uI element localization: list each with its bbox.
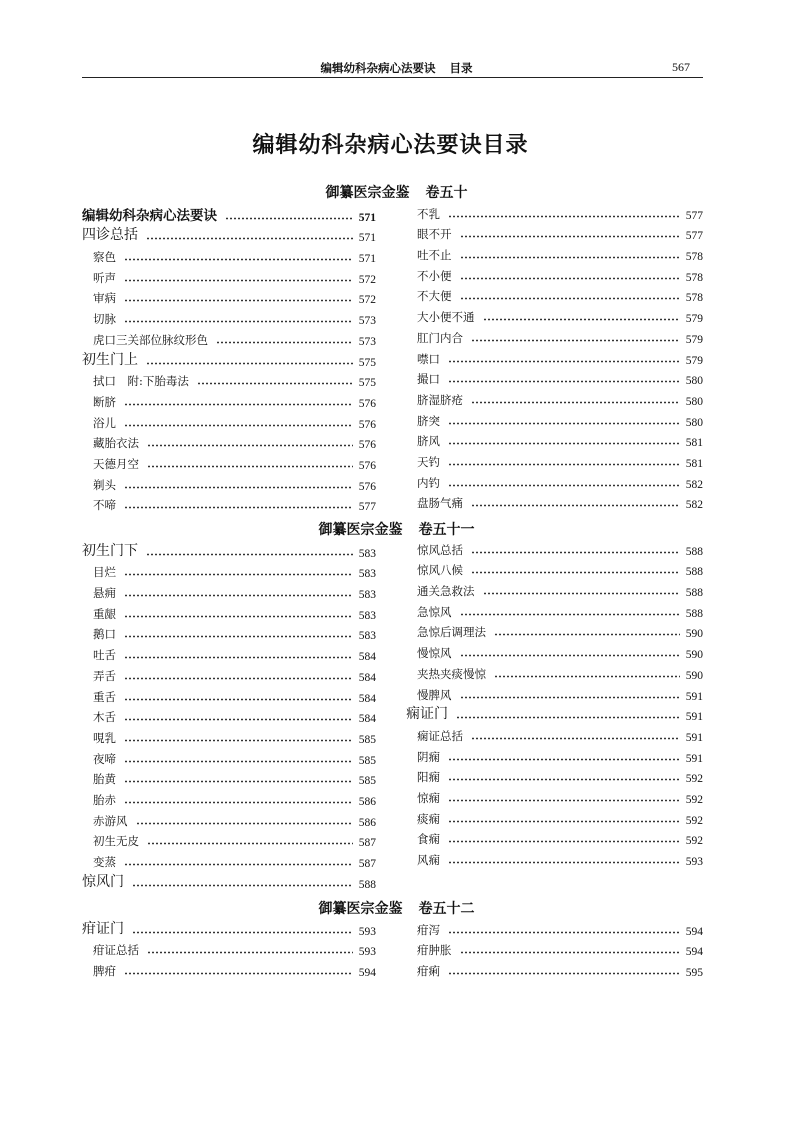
toc-entry[interactable] — [82, 328, 376, 349]
entry-title: 疳肿胀 — [417, 943, 452, 958]
entry-title: 大小便不通 — [417, 310, 475, 325]
entry-page: 584 — [358, 651, 376, 664]
toc-entry[interactable] — [82, 685, 376, 706]
entry-title: 藏胎衣法 — [93, 436, 139, 451]
dot-leader — [124, 424, 353, 427]
toc-entry[interactable] — [406, 538, 703, 559]
entry-title: 弄舌 — [93, 668, 116, 683]
entry-page: 583 — [358, 630, 376, 643]
toc-entry[interactable] — [406, 471, 703, 492]
toc-entry[interactable] — [406, 430, 703, 451]
dot-leader — [124, 403, 353, 406]
entry-page: 588 — [358, 878, 376, 891]
dot-leader — [124, 656, 353, 659]
dot-leader — [147, 444, 353, 447]
toc-entry[interactable] — [82, 540, 376, 561]
entry-title: 盘肠气痛 — [417, 496, 463, 511]
entry-page: 594 — [685, 925, 703, 938]
entry-page: 572 — [358, 294, 376, 307]
entry-page: 590 — [685, 669, 703, 682]
entry-page: 584 — [358, 713, 376, 726]
entry-page: 591 — [685, 711, 703, 724]
dot-leader — [460, 696, 680, 699]
section-heading — [0, 182, 793, 202]
entry-title: 惊风八候 — [417, 563, 463, 578]
toc-entry[interactable] — [82, 245, 376, 266]
toc-entry[interactable] — [82, 768, 376, 789]
dot-leader — [471, 504, 680, 507]
entry-page: 587 — [358, 858, 376, 870]
dot-leader — [494, 633, 680, 636]
entry-title: 浴儿 — [93, 415, 116, 430]
entry-title: 拭口 附:下胎毒法 — [93, 374, 189, 389]
dot-leader — [132, 884, 353, 887]
entry-page: 576 — [358, 397, 376, 410]
section-book: 御纂医宗金鉴 — [325, 185, 410, 201]
dot-leader — [448, 861, 680, 864]
entry-page: 588 — [685, 545, 703, 558]
entry-page: 575 — [358, 377, 376, 390]
running-head-title: 编辑幼科杂病心法要诀 — [320, 61, 436, 75]
entry-title: 痫证门 — [406, 706, 448, 723]
dot-leader — [124, 635, 353, 638]
entry-title: 撮口 — [417, 372, 440, 387]
entry-page: 588 — [685, 566, 703, 579]
dot-leader — [448, 820, 680, 823]
entry-title: 夹热夹痰慢惊 — [417, 666, 486, 681]
entry-title: 变蒸 — [93, 855, 116, 869]
entry-page: 582 — [685, 499, 703, 512]
entry-page: 571 — [358, 253, 376, 266]
entry-title: 不小便 — [417, 268, 452, 283]
entry-page: 584 — [358, 692, 376, 705]
entry-page: 591 — [685, 690, 703, 703]
entry-title: 疳证门 — [82, 920, 124, 937]
toc-entry[interactable] — [406, 223, 703, 244]
dot-leader — [494, 675, 680, 678]
entry-page: 573 — [358, 335, 376, 348]
entry-title: 虎口三关部位脉纹形色 — [93, 332, 208, 347]
dot-leader — [448, 799, 680, 802]
toc-entry[interactable] — [82, 871, 376, 892]
left-column — [82, 918, 376, 980]
toc-entry[interactable] — [82, 473, 376, 494]
dot-leader — [146, 553, 353, 556]
dot-leader — [124, 698, 353, 701]
entry-title: 初生门下 — [82, 542, 138, 559]
toc-entry[interactable] — [406, 766, 703, 787]
dot-leader — [124, 594, 353, 597]
entry-title: 慢脾风 — [417, 687, 452, 702]
toc-entry[interactable] — [82, 809, 376, 830]
toc-entry[interactable] — [406, 450, 703, 471]
entry-title: 不乳 — [417, 206, 440, 221]
entry-page: 578 — [685, 251, 703, 264]
entry-title: 胎黄 — [93, 772, 116, 787]
dot-leader — [147, 951, 353, 954]
entry-page: 585 — [358, 775, 376, 788]
entry-title: 断脐 — [93, 394, 116, 409]
dot-leader — [471, 339, 680, 342]
toc-entry[interactable] — [82, 432, 376, 453]
dot-leader — [146, 237, 353, 240]
right-column — [406, 918, 703, 980]
entry-title: 疳泻 — [417, 922, 440, 937]
page-number: 567 — [672, 60, 690, 74]
entry-page: 579 — [685, 354, 703, 367]
entry-title: 脐风 — [417, 434, 440, 449]
dot-leader — [460, 654, 680, 657]
left-column — [82, 204, 376, 514]
entry-page: 594 — [358, 967, 376, 980]
dot-leader — [448, 484, 680, 487]
toc-entry[interactable] — [406, 202, 703, 223]
entry-page: 576 — [358, 459, 376, 472]
entry-page: 591 — [685, 752, 703, 765]
entry-page: 593 — [358, 925, 376, 938]
dot-leader — [456, 716, 680, 719]
entry-title: 听声 — [93, 270, 116, 285]
entry-page: 580 — [685, 416, 703, 429]
dot-leader — [483, 318, 680, 321]
toc-entry[interactable] — [406, 579, 703, 600]
toc-entry[interactable] — [406, 600, 703, 621]
entry-title: 悬痈 — [93, 586, 116, 601]
entry-title: 胎赤 — [93, 792, 116, 807]
entry-page: 576 — [358, 480, 376, 493]
toc-entry[interactable] — [406, 559, 703, 580]
entry-page: 584 — [358, 671, 376, 684]
toc-entry[interactable] — [82, 494, 376, 515]
toc-entry[interactable] — [82, 918, 376, 939]
entry-page: 590 — [685, 649, 703, 662]
dot-leader — [225, 217, 353, 220]
toc-entry[interactable] — [82, 307, 376, 328]
toc-entry[interactable] — [406, 848, 703, 869]
dot-leader — [471, 737, 680, 740]
entry-page: 582 — [685, 478, 703, 491]
toc-entry[interactable] — [406, 959, 703, 980]
entry-page: 588 — [685, 587, 703, 600]
entry-title: 鹅口 — [93, 627, 116, 642]
dot-leader — [124, 677, 353, 680]
toc-entry[interactable] — [406, 264, 703, 285]
entry-title: 肛门内合 — [417, 330, 463, 345]
entry-page: 592 — [685, 835, 703, 848]
toc-entry[interactable] — [406, 492, 703, 513]
section-volume: 卷五十 — [425, 185, 468, 201]
entry-page: 590 — [685, 628, 703, 641]
toc-entry[interactable] — [82, 411, 376, 432]
dot-leader — [448, 422, 680, 425]
dot-leader — [471, 551, 680, 554]
dot-leader — [448, 380, 680, 383]
toc-entry[interactable] — [82, 830, 376, 851]
toc-entry[interactable] — [406, 745, 703, 766]
entry-page: 571 — [358, 232, 376, 245]
entry-page: 577 — [358, 501, 376, 514]
entry-title: 痰痫 — [417, 811, 440, 826]
dot-leader — [124, 299, 353, 302]
dot-leader — [448, 442, 680, 445]
entry-title: 初生无皮 — [93, 834, 139, 849]
section-heading — [0, 898, 793, 918]
toc-entry[interactable] — [82, 390, 376, 411]
entry-title: 风痫 — [417, 853, 440, 867]
dot-leader — [471, 401, 680, 404]
dot-leader — [448, 215, 680, 218]
entry-title: 内钓 — [417, 475, 440, 490]
entry-title: 脐湿脐疮 — [417, 392, 463, 407]
dot-leader — [448, 931, 680, 934]
toc-entry[interactable] — [82, 643, 376, 664]
dot-leader — [136, 822, 353, 825]
toc-entry[interactable] — [406, 683, 703, 704]
dot-leader — [124, 760, 353, 763]
entry-page: 583 — [358, 589, 376, 602]
toc-entry[interactable] — [406, 243, 703, 264]
right-column — [406, 538, 703, 869]
section-volume: 卷五十一 — [418, 522, 475, 538]
entry-title: 痫证总括 — [417, 728, 463, 743]
entry-page: 583 — [358, 547, 376, 560]
entry-title: 赤游风 — [93, 813, 128, 828]
toc-entry[interactable] — [82, 287, 376, 308]
dot-leader — [147, 465, 353, 468]
entry-title: 疳痢 — [417, 964, 440, 979]
entry-title: 疳证总括 — [93, 943, 139, 958]
toc-entry[interactable] — [82, 959, 376, 980]
entry-page: 585 — [358, 733, 376, 746]
entry-page: 579 — [685, 333, 703, 346]
dot-leader — [460, 951, 680, 954]
toc-entry[interactable] — [82, 939, 376, 960]
toc-entry[interactable] — [406, 704, 703, 725]
entry-page: 595 — [685, 967, 703, 980]
toc-entry[interactable] — [406, 939, 703, 960]
entry-page: 577 — [685, 230, 703, 243]
toc-entry[interactable] — [406, 368, 703, 389]
entry-page: 575 — [358, 356, 376, 369]
left-column — [82, 540, 376, 892]
entry-title: 阳痫 — [417, 770, 440, 785]
entry-page: 588 — [685, 607, 703, 620]
entry-title: 编辑幼科杂病心法要诀 — [82, 207, 217, 224]
entry-page: 593 — [358, 946, 376, 959]
entry-page: 580 — [685, 375, 703, 388]
entry-page: 578 — [685, 271, 703, 284]
toc-entry[interactable] — [406, 724, 703, 745]
dot-leader — [448, 972, 680, 975]
entry-title: 噤口 — [417, 351, 440, 366]
entry-page: 591 — [685, 731, 703, 744]
toc-entry[interactable] — [82, 788, 376, 809]
entry-title: 慢惊风 — [417, 646, 452, 661]
toc-entry[interactable] — [82, 266, 376, 287]
entry-title: 脾疳 — [93, 964, 116, 979]
section-book: 御纂医宗金鉴 — [318, 901, 403, 917]
dot-leader — [448, 840, 680, 843]
entry-title: 惊痫 — [417, 790, 440, 805]
dot-leader — [132, 931, 353, 934]
toc-entry[interactable] — [82, 370, 376, 391]
dot-leader — [124, 739, 353, 742]
entry-page: 594 — [685, 946, 703, 959]
dot-leader — [124, 279, 353, 282]
entry-title: 吐舌 — [93, 648, 116, 663]
entry-page: 592 — [685, 793, 703, 806]
dot-leader — [124, 972, 353, 975]
section-heading — [0, 519, 793, 539]
entry-page: 593 — [685, 856, 703, 868]
entry-title: 四诊总括 — [82, 227, 138, 244]
page-title: 编辑幼科杂病心法要诀目录 — [252, 133, 529, 158]
toc-entry[interactable] — [82, 581, 376, 602]
entry-title: 天钓 — [417, 454, 440, 469]
toc-entry[interactable] — [406, 305, 703, 326]
dot-leader — [197, 382, 353, 385]
entry-page: 579 — [685, 313, 703, 326]
section-volume: 卷五十二 — [418, 901, 475, 917]
toc-entry[interactable] — [406, 285, 703, 306]
entry-page: 586 — [358, 795, 376, 808]
toc-entry[interactable] — [82, 623, 376, 644]
entry-title: 吐不止 — [417, 248, 452, 263]
entry-title: 切脉 — [93, 312, 116, 327]
entry-page: 586 — [358, 816, 376, 829]
entry-title: 夜啼 — [93, 751, 116, 766]
right-column — [406, 202, 703, 512]
dot-leader — [460, 613, 680, 616]
toc-entry[interactable] — [406, 621, 703, 642]
entry-title: 惊风总括 — [417, 542, 463, 557]
entry-page: 583 — [358, 568, 376, 581]
entry-title: 重舌 — [93, 689, 116, 704]
toc-entry[interactable] — [406, 347, 703, 368]
entry-page: 573 — [358, 315, 376, 328]
entry-page: 581 — [685, 457, 703, 470]
dot-leader — [448, 360, 680, 363]
dot-leader — [147, 842, 353, 845]
dot-leader — [460, 297, 680, 300]
entry-page: 571 — [358, 211, 376, 224]
dot-leader — [448, 778, 680, 781]
toc-entry[interactable] — [82, 225, 376, 246]
entry-page: 592 — [685, 773, 703, 786]
dot-leader — [124, 506, 353, 509]
entry-title: 木舌 — [93, 710, 116, 725]
toc-entry[interactable] — [82, 664, 376, 685]
dot-leader — [124, 258, 353, 261]
entry-page: 587 — [358, 837, 376, 850]
entry-page: 580 — [685, 395, 703, 408]
dot-leader — [124, 486, 353, 489]
toc-entry[interactable] — [406, 326, 703, 347]
dot-leader — [460, 235, 680, 238]
entry-title: 惊风门 — [82, 873, 124, 890]
entry-page: 578 — [685, 292, 703, 305]
entry-page: 581 — [685, 437, 703, 450]
entry-title: 食痫 — [417, 832, 440, 847]
toc-entry[interactable] — [406, 409, 703, 430]
dot-leader — [124, 801, 353, 804]
toc-entry[interactable] — [82, 204, 376, 225]
entry-title: 天德月空 — [93, 456, 139, 471]
toc-entry[interactable] — [82, 452, 376, 473]
toc-entry[interactable] — [406, 662, 703, 683]
dot-leader — [124, 863, 353, 866]
entry-title: 不啼 — [93, 498, 116, 513]
dot-leader — [124, 718, 353, 721]
entry-title: 阴痫 — [417, 749, 440, 764]
dot-leader — [216, 341, 353, 344]
toc-entry[interactable] — [406, 828, 703, 849]
dot-leader — [483, 592, 680, 595]
entry-title: 重龈 — [93, 606, 116, 621]
entry-page: 576 — [358, 439, 376, 452]
entry-page: 572 — [358, 273, 376, 286]
entry-title: 察色 — [93, 250, 116, 265]
entry-title: 哯乳 — [93, 730, 116, 745]
entry-title: 急惊后调理法 — [417, 625, 486, 640]
dot-leader — [448, 463, 680, 466]
dot-leader — [146, 362, 353, 365]
entry-page: 577 — [685, 209, 703, 222]
toc-entry[interactable] — [82, 561, 376, 582]
dot-leader — [124, 780, 353, 783]
entry-title: 不大便 — [417, 289, 452, 304]
dot-leader — [471, 571, 680, 574]
header-rule — [82, 77, 703, 78]
toc-entry[interactable] — [406, 786, 703, 807]
entry-page: 583 — [358, 609, 376, 622]
dot-leader — [460, 256, 680, 259]
entry-title: 剃头 — [93, 477, 116, 492]
dot-leader — [124, 320, 353, 323]
toc-entry[interactable] — [82, 747, 376, 768]
entry-page: 592 — [685, 814, 703, 827]
entry-title: 脐突 — [417, 413, 440, 428]
entry-page: 576 — [358, 418, 376, 431]
dot-leader — [124, 573, 353, 576]
toc-entry[interactable] — [406, 388, 703, 409]
entry-title: 急惊风 — [417, 604, 452, 619]
entry-page: 585 — [358, 754, 376, 767]
entry-title: 目烂 — [93, 565, 116, 580]
section-book: 御纂医宗金鉴 — [318, 522, 403, 538]
toc-entry[interactable] — [82, 726, 376, 747]
dot-leader — [124, 615, 353, 618]
dot-leader — [448, 758, 680, 761]
toc-entry[interactable] — [82, 349, 376, 370]
toc-entry[interactable] — [406, 641, 703, 662]
toc-entry[interactable] — [82, 602, 376, 623]
toc-entry[interactable] — [82, 706, 376, 727]
entry-title: 审病 — [93, 291, 116, 306]
toc-entry[interactable] — [82, 850, 376, 871]
toc-entry[interactable] — [406, 807, 703, 828]
running-head-section: 目录 — [449, 61, 473, 75]
entry-title: 初生门上 — [82, 351, 138, 368]
entry-title: 眼不开 — [417, 227, 452, 242]
toc-entry[interactable] — [406, 918, 703, 939]
entry-title: 通关急救法 — [417, 584, 475, 599]
dot-leader — [460, 277, 680, 280]
